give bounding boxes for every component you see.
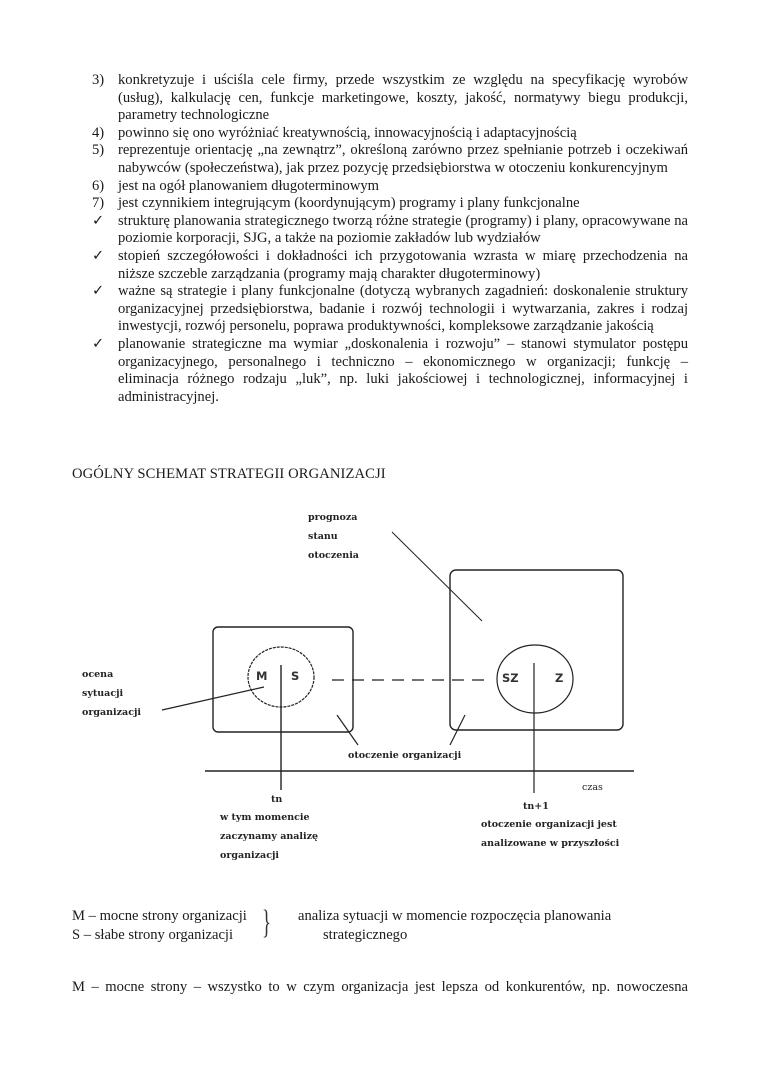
tn-description-line: zaczynamy analizę bbox=[220, 831, 319, 842]
checkmark-icon: ✓ bbox=[92, 247, 105, 264]
list-item-text: jest czynnikiem integrującym (koordynującym) programy i plany funkcjonalne bbox=[118, 195, 580, 212]
list-marker: 7) bbox=[92, 195, 105, 212]
assessment-label bbox=[82, 665, 141, 722]
list-item-text: ważne są strategie i plany funkcjonalne (dotyczą wybranych zagadnień: doskonalenie struktury organizacyjnej przedsiębiorstwa, badanie i rozwój technologii i wytwarzania, zakres i rodzaj inwestycji, rozwój personelu, poprawa produktywności, kompleksowe zarządzanie jakością bbox=[118, 283, 688, 335]
forecast-label bbox=[308, 508, 359, 565]
tn-description-line: organizacji bbox=[220, 850, 280, 861]
list-item-text: planowanie strategiczne ma wymiar „doskonalenia i rozwoju” – stanowi stymulator postępu organizacyjnego, personalnego i techniczno – ekonomicznego w organizacji; funkcję – eliminacja różnego rodzaju „luk”, np. luki jakościowej i technologicznej, informacyjnej i administracyjnej. bbox=[118, 335, 688, 405]
tn-description-line: w tym momencie bbox=[220, 812, 310, 823]
opportunities-letter: Z bbox=[555, 671, 564, 685]
tn1-description bbox=[481, 815, 619, 853]
strengths-definition: M – mocne strony – wszystko to w czym organizacja jest lepsza od konkurentów, np. nowoczesna bbox=[72, 979, 688, 995]
forecast-label-line: otoczenia bbox=[308, 550, 359, 561]
threats-letter: SZ bbox=[502, 671, 519, 685]
environment-label: otoczenie organizacji bbox=[348, 750, 462, 761]
legend-strengths: M – mocne strony organizacji bbox=[72, 908, 247, 924]
strengths-letter: M bbox=[256, 669, 268, 683]
legend-description-line: analiza sytuacji w momencie rozpoczęcia planowania bbox=[298, 908, 612, 924]
list-item-text: stopień szczegółowości i dokładności ich przygotowania wzrasta w miarę przechodzenia na niższe szczeble zarządzania (programy mają charakter długoterminowy) bbox=[118, 247, 688, 282]
legend-left bbox=[72, 907, 247, 945]
tn1-description-line: otoczenie organizacji jest bbox=[481, 819, 617, 830]
future-organization-box bbox=[450, 570, 623, 730]
tn1-description-line: analizowane w przyszłości bbox=[481, 838, 620, 849]
assessment-label-line: sytuacji bbox=[82, 688, 124, 699]
forecast-label-line: prognoza bbox=[308, 512, 358, 523]
checkmark-icon: ✓ bbox=[92, 212, 105, 229]
assessment-label-line: ocena bbox=[82, 669, 114, 680]
tn-label: tn bbox=[271, 794, 283, 805]
list-item-text: strukturę planowania strategicznego tworzą różne strategie (programy) i plany, opracowywane na poziomie korporacji, SJG, a także na poziomie zakładów lub wydziałów bbox=[118, 212, 688, 247]
legend-weaknesses: S – słabe strony organizacji bbox=[72, 927, 234, 943]
checkmark-icon: ✓ bbox=[92, 283, 105, 300]
time-axis-label: czas bbox=[582, 782, 603, 793]
list-marker: 5) bbox=[92, 142, 105, 159]
list-item-text: reprezentuje orientację „na zewnątrz”, określoną zarówno przez spełnianie potrzeb i oczekiwań nabywców (społeczeństwa), jak przez pozycję przedsiębiorstwa w otoczeniu konkurencyjnym bbox=[118, 142, 688, 176]
brace-icon: } bbox=[262, 904, 271, 941]
tn1-label: tn+1 bbox=[523, 801, 549, 812]
list-item-text: jest na ogół planowaniem długoterminowym bbox=[118, 177, 380, 194]
section-heading: OGÓLNY SCHEMAT STRATEGII ORGANIZACJI bbox=[72, 466, 386, 482]
tn-description bbox=[220, 808, 318, 865]
weaknesses-letter: S bbox=[291, 669, 300, 683]
legend-description bbox=[298, 907, 611, 945]
list-item-text: konkretyzuje i uściśla cele firmy, przede wszystkim ze względu na specyfikację wyrobów (usług), kalkulację cen, funkcje marketingowe, koszty, jakość, normatywy biegu produkcji, parametry technologiczne bbox=[118, 72, 688, 124]
list-item-text: powinno się ono wyróżniać kreatywnością, innowacyjnością i adaptacyjnością bbox=[118, 124, 577, 141]
list-marker: 6) bbox=[92, 177, 105, 194]
assessment-label-line: organizacji bbox=[82, 707, 142, 718]
list-marker: 4) bbox=[92, 124, 105, 141]
list-marker: 3) bbox=[92, 72, 105, 88]
checkmark-icon: ✓ bbox=[92, 335, 105, 352]
legend-description-line: strategicznego bbox=[323, 927, 408, 943]
forecast-label-line: stanu bbox=[308, 531, 338, 542]
